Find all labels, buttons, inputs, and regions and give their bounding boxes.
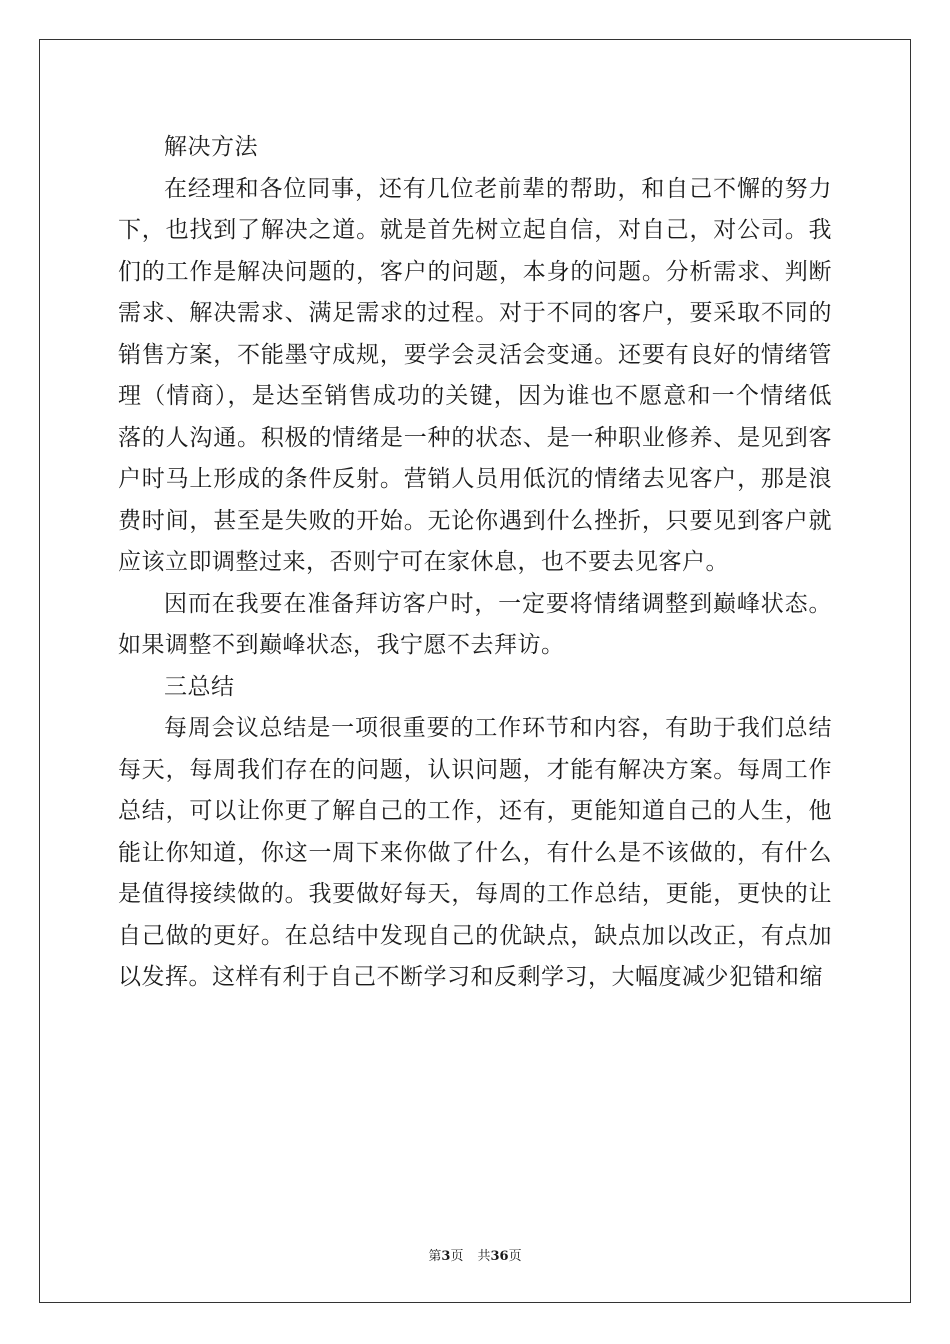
footer-page-suffix: 页 [450,1249,464,1264]
footer-total-suffix: 页 [508,1249,522,1264]
page-footer [0,1248,950,1266]
paragraph-visit-preparation: 因而在我要在准备拜访客户时，一定要将情绪调整到巅峰状态。如果调整不到巅峰状态，我宁愿不去拜访。 [118,590,832,658]
total-page-number: 36 [490,1249,509,1264]
paragraph-weekly-summary: 每周会议总结是一项很重要的工作环节和内容，有助于我们总结每天，每周我们存在的问题，认识问题，才能有解决方案。每周工作总结，可以让你更了解自己的工作，还有，更能知道自己的人生，他能让你知道，你这一周下来你做了什么，有什么是不该做的，有什么是值得接续做的。我要做好每天，每周的工作总结，更能，更快的让自己做的更好。在总结中发现自己的优缺点，缺点加以改正，有点加以发挥。这样有利于自己不断学习和反剩学习，大幅度减少犯错和缩 [118,715,832,990]
current-page-number: 3 [441,1249,451,1264]
section-heading-solution: 解决方法 [164,134,258,160]
paragraph-solution: 在经理和各位同事，还有几位老前辈的帮助，和自己不懈的努力下，也找到了解决之道。就是首先树立起自信，对自己，对公司。我们的工作是解决问题的，客户的问题，本身的问题。分析需求、判断需求、解决需求、满足需求的过程。对于不同的客户，要采取不同的销售方案，不能墨守成规，要学会灵活会变通。还要有良好的情绪管理（情商），是达至销售成功的关键，因为谁也不愿意和一个情绪低落的人沟通。积极的情绪是一种的状态、是一种职业修养、是见到客户时马上形成的条件反射。营销人员用低沉的情绪去见客户，那是浪费时间，甚至是失败的开始。无论你遇到什么挫折，只要见到客户就应该立即调整过来，否则宁可在家休息，也不要去见客户。 [118,175,832,575]
footer-total-prefix: 共 [477,1249,491,1264]
footer-prefix: 第 [428,1249,442,1264]
document-body [118,127,832,999]
section-heading-summary: 三总结 [164,673,235,700]
